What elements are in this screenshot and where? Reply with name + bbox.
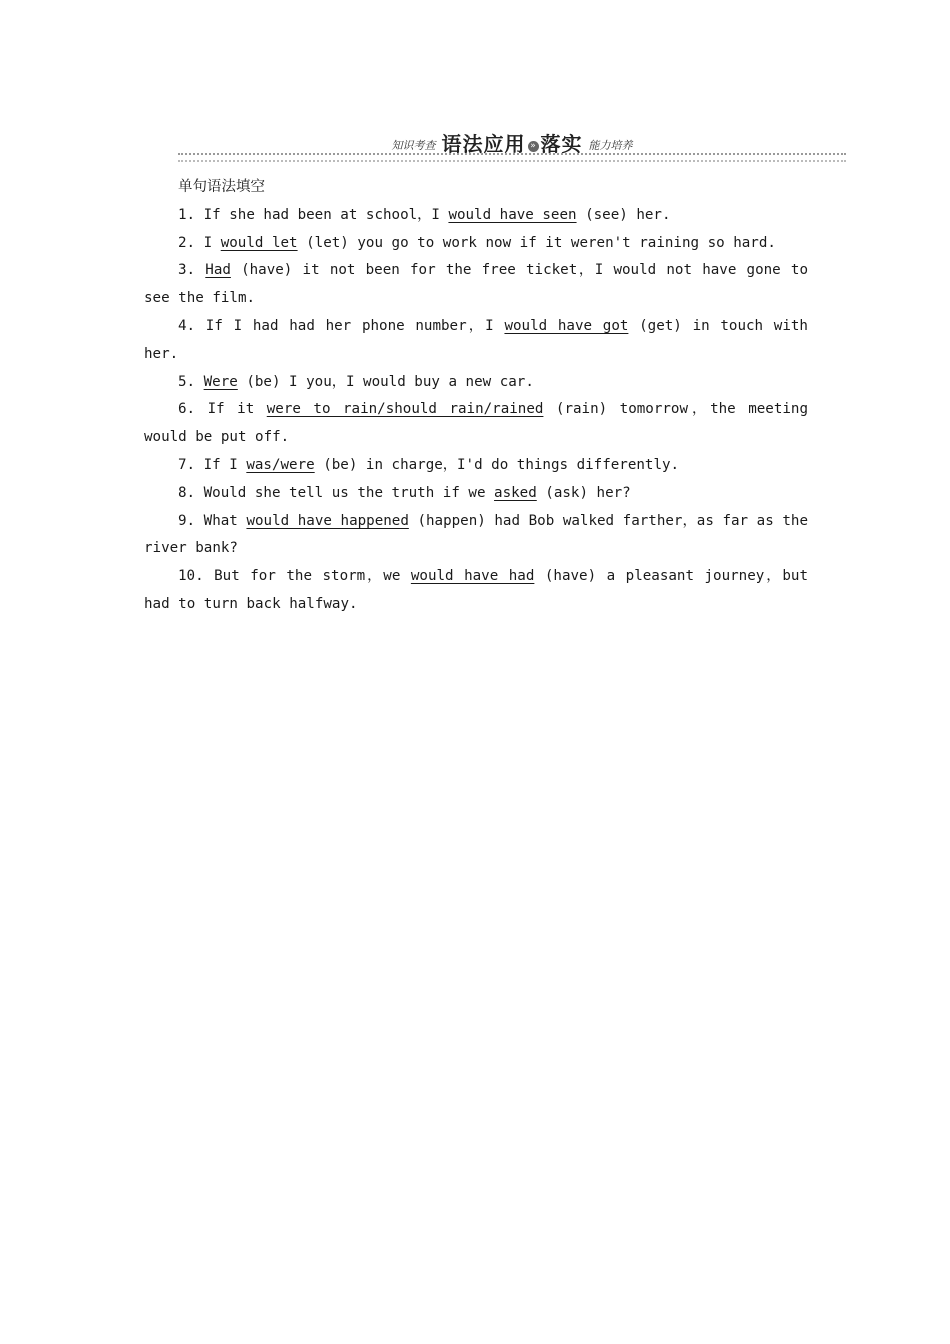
question-text: (happen) had Bob walked farther，as far as the river bank? — [144, 512, 808, 557]
question-text: (have) a pleasant journey，but had to turn back halfway. — [144, 568, 808, 612]
answer-text: were to rain/should rain/rained — [266, 401, 544, 418]
question-text: 9. What — [178, 512, 247, 529]
question-text: (be) in charge，I'd do things differently. — [314, 456, 680, 473]
question-text: (have) it not been for the free ticket，I would not have gone to see the film. — [144, 262, 808, 307]
question-text: 7. If I — [178, 456, 247, 473]
question-text: (get) in touch with her. — [144, 317, 808, 362]
question-text: 3. — [178, 262, 206, 279]
question-item — [144, 480, 808, 508]
answer-text: asked — [494, 484, 537, 501]
question-text: (let) you go to work now if it weren't raining so hard. — [297, 234, 776, 251]
exercise-body — [144, 174, 808, 619]
answer-text: would have got — [504, 317, 629, 334]
header-title-right: 落实 — [540, 132, 583, 156]
answer-text: was/were — [246, 456, 315, 473]
question-text: 1. If she had been at school，I — [178, 206, 449, 223]
answer-text: would have happened — [246, 512, 409, 529]
question-text: (ask) her? — [536, 484, 631, 501]
question-text: 5. — [178, 373, 204, 390]
question-item — [144, 563, 808, 619]
question-text: (rain) tomorrow，the meeting would be put off. — [144, 401, 809, 446]
question-item — [144, 452, 808, 480]
question-text: 8. Would she tell us the truth if we — [178, 484, 495, 501]
question-item — [144, 313, 808, 369]
section-title: 单句语法填空 — [178, 179, 265, 195]
header-divider — [178, 153, 846, 162]
header-title-left: 语法应用 — [441, 132, 526, 156]
answer-text: would let — [220, 234, 298, 251]
question-text: (be) I you，I would buy a new car. — [237, 373, 534, 390]
double-arrow-icon: » — [528, 141, 539, 152]
header-right-tag: 能力培养 — [588, 139, 633, 152]
question-item — [144, 230, 808, 258]
header-left-tag: 知识考查 — [391, 139, 436, 152]
question-text: 4. If I had had her phone number，I — [178, 317, 505, 334]
question-item — [144, 257, 808, 313]
question-item — [144, 202, 808, 230]
answer-text: Were — [203, 373, 238, 390]
question-text: 2. I — [178, 234, 221, 251]
answer-text: would have seen — [448, 206, 577, 223]
question-text: 6. If it — [178, 401, 267, 418]
question-item — [144, 396, 808, 452]
question-list — [144, 202, 808, 619]
answer-text: would have had — [410, 568, 535, 585]
question-text: (see) her. — [576, 206, 671, 223]
question-text: 10. But for the storm，we — [178, 568, 411, 585]
answer-text: Had — [205, 262, 231, 279]
question-item — [144, 369, 808, 397]
section-header — [178, 126, 846, 160]
question-item — [144, 508, 808, 564]
